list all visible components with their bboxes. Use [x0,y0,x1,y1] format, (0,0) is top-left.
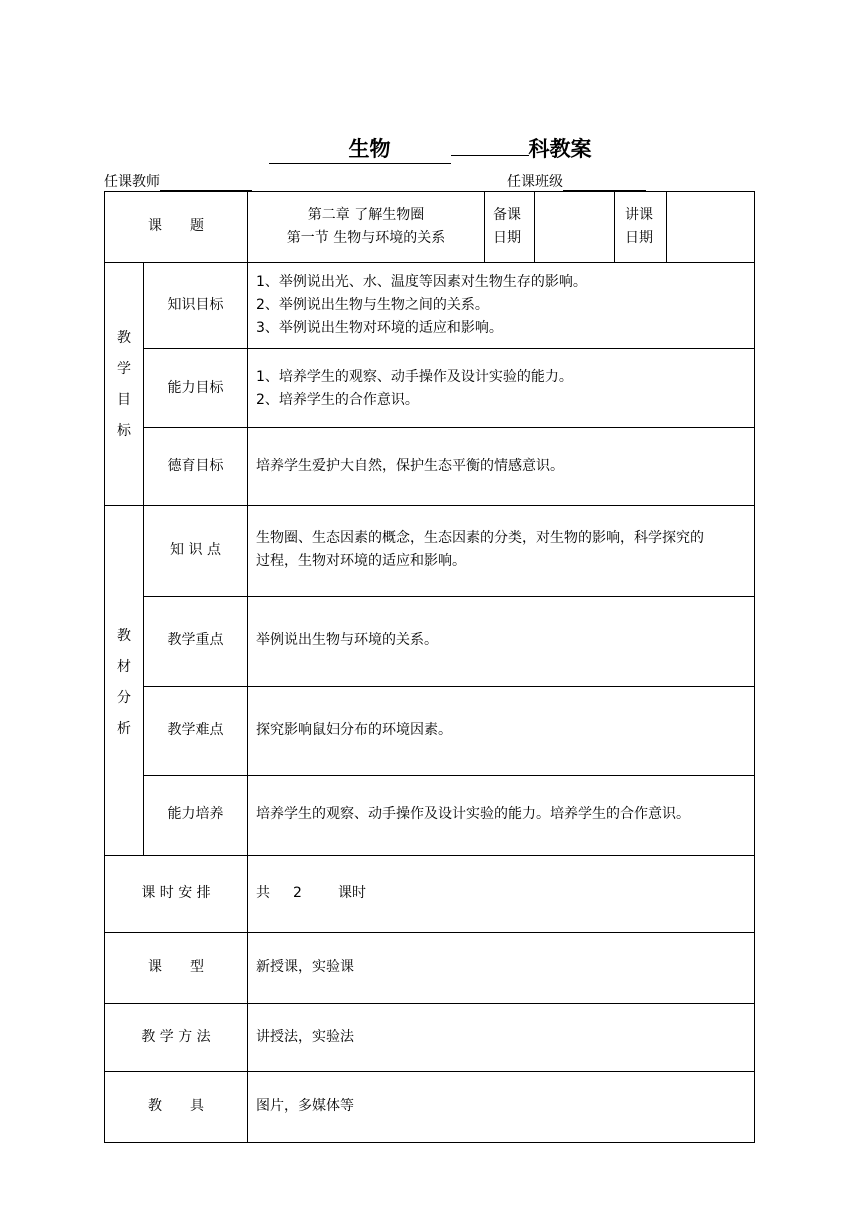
prep-date-label: 备课 [493,207,521,223]
row-divider [143,427,755,428]
knowledge-points-text: 生物圈、生态因素的概念，生态因素的分类，对生物的影响，科学探究的 过程，生物对环境的适应和影响。 [256,530,704,569]
list-item: 2、培养学生的合作意识。 [256,392,419,408]
knowledge-objective-label: 知识目标 [167,297,224,313]
row-divider [104,932,755,933]
column-divider [534,191,535,263]
table-border-top [104,191,755,192]
table-border-left [104,191,105,1143]
tools-value: 图片，多媒体等 [256,1098,354,1114]
key-point-text: 举例说出生物与环境的关系。 [256,632,438,648]
topic-label: 课 题 [148,218,204,234]
list-item: 2、举例说出生物与生物之间的关系。 [256,297,489,313]
row-divider [143,596,755,597]
cultivation-text: 培养学生的观察、动手操作及设计实验的能力。培养学生的合作意识。 [256,806,690,822]
list-item: 3、举例说出生物对环境的适应和影响。 [256,320,503,336]
lecture-date-label: 讲课 [625,207,653,223]
row-divider [104,855,755,856]
page-title [0,133,860,164]
row-divider [104,1071,755,1072]
key-point-label: 教学重点 [167,632,224,648]
class-label: 任课班级 [507,174,563,190]
class-blank [563,175,646,191]
lesson-type-label: 课 型 [148,959,204,975]
teacher-blank [160,175,252,191]
row-divider [143,348,755,349]
lesson-type-value: 新授课，实验课 [256,959,354,975]
schedule-prefix: 共 [256,885,270,901]
topic-chapter: 第二章 了解生物圈 [307,207,425,223]
column-divider [614,191,615,263]
table-border-bottom [104,1142,755,1143]
moral-objective-text: 培养学生爱护大自然，保护生态平衡的情感意识。 [256,458,564,474]
ability-objective-label: 能力目标 [167,380,224,396]
knowledge-points-label: 知 识 点 [170,542,221,558]
teacher-line [104,171,252,191]
schedule-unit: 课时 [338,885,366,901]
method-label: 教 学 方 法 [141,1029,211,1045]
row-divider [143,686,755,687]
row-divider [104,505,755,506]
subject-field: 生物 [269,136,451,164]
row-divider [104,1003,755,1004]
title-suffix: 科教案 [528,137,592,161]
topic-section: 第一节 生物与环境的关系 [286,230,446,246]
method-value: 讲授法，实验法 [256,1029,354,1045]
column-divider [484,191,485,263]
table-border-right [754,191,755,1143]
analysis-group-label: 教 材 分 析 [117,628,131,737]
tools-label: 教 具 [148,1098,204,1114]
difficulty-label: 教学难点 [167,722,224,738]
schedule-count: 2 [293,885,302,901]
difficulty-text: 探究影响鼠妇分布的环境因素。 [256,722,452,738]
row-divider [143,775,755,776]
column-divider [666,191,667,263]
cultivation-label: 能力培养 [167,806,224,822]
column-divider [247,191,248,1143]
moral-objective-label: 德育目标 [167,458,224,474]
teacher-label: 任课教师 [104,174,160,190]
list-item: 1、举例说出光、水、温度等因素对生物生存的影响。 [256,274,587,290]
subject-field-tail [451,154,529,156]
knowledge-objective-list [256,271,587,340]
ability-objective-list [256,366,573,412]
list-item: 1、培养学生的观察、动手操作及设计实验的能力。 [256,369,573,385]
schedule-label: 课 时 安 排 [141,885,211,901]
class-line [507,171,646,191]
row-divider [104,262,755,263]
prep-date-label-2: 日期 [493,230,521,246]
objectives-group-label: 教 学 目 标 [117,330,131,439]
lecture-date-label-2: 日期 [625,230,653,246]
